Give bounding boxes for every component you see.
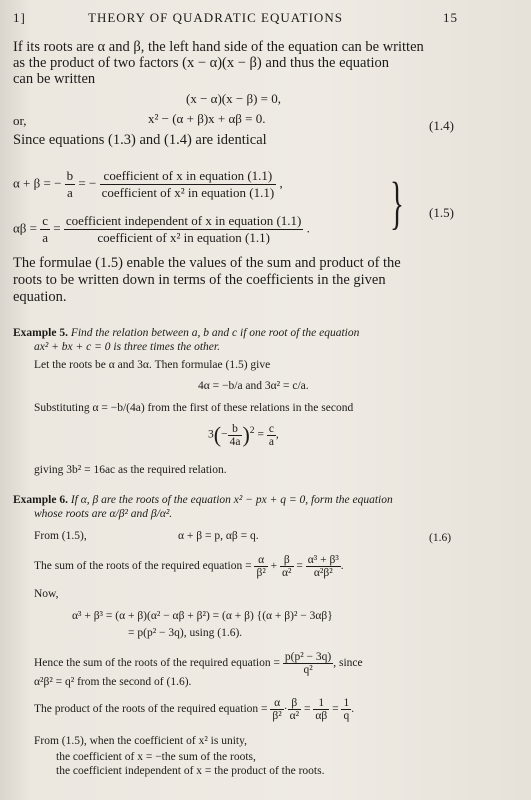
example-6-cubes-line-2: = p(p² − 3q), using (1.6). <box>128 627 243 639</box>
intro-line-2: as the product of two factors (x − α)(x − β) and thus the equation <box>13 55 390 71</box>
running-title: THEORY OF QUADRATIC EQUATIONS <box>88 10 343 25</box>
example-5-substituting: Substituting α = −b/(4a) from the first of these relations in the second <box>34 402 354 414</box>
sum-text: The sum of the roots of the required equation = <box>34 560 252 573</box>
example-6-final-2: the coefficient of x = −the sum of the roots, <box>56 751 256 763</box>
fraction-numerator: c <box>42 213 49 228</box>
formula-product <box>13 213 310 246</box>
example-6-heading <box>13 494 393 506</box>
equation-number-1-4: (1.4) <box>429 118 454 133</box>
formulae-line-1: The formulae (1.5) enable the values of the sum and product of the <box>13 255 401 271</box>
formula-sum-tail: , <box>279 175 283 191</box>
right-brace: } <box>389 170 404 235</box>
equation-coefficient: 3 <box>208 428 214 441</box>
example-5-title: Example 5. <box>13 327 68 339</box>
fraction-coefficient-independent <box>64 213 304 246</box>
example-6-statement-2: whose roots are α/β² and β/α². <box>34 508 173 520</box>
equation-or-label: or, <box>13 113 27 128</box>
example-6-final-1: From (1.5), when the coefficient of x² is unity, <box>34 735 247 747</box>
example-5-relations: 4α = −b/a and 3α² = c/a. <box>198 380 309 392</box>
intro-line-3: can be written <box>13 71 96 87</box>
chapter-number: 1] <box>13 10 26 25</box>
product-text: The product of the roots of the required equation = <box>34 703 268 716</box>
example-6-now: Now, <box>34 588 59 600</box>
fraction-denominator: coefficient of x² in equation (1.1) <box>101 185 275 200</box>
fraction-coefficient-x <box>100 168 277 201</box>
fraction-denominator: a <box>268 435 274 448</box>
formula-sum <box>13 168 283 201</box>
formulae-line-2: roots to be written down in terms of the coefficients in the given <box>13 272 386 288</box>
formula-product-mid: = <box>53 220 61 236</box>
fraction-numerator: b <box>66 168 74 183</box>
fraction-numerator: p(p² − 3q) <box>284 651 332 663</box>
example-5-let: Let the roots be α and 3α. Then formulae (1.5) give <box>34 359 271 371</box>
fraction-numerator: coefficient of x in equation (1.1) <box>100 168 277 185</box>
example-5-statement-1: Find the relation between a, b and c if one root of the equation <box>70 327 360 339</box>
equation-number-1-5: (1.5) <box>429 205 454 220</box>
example-6-cubes-line-1: α³ + β³ = (α + β)(α² − αβ + β²) = (α + β) {(α + β)² − 3αβ} <box>72 610 333 622</box>
fraction-denominator: a <box>42 230 49 245</box>
formula-sum-lhs: α + β = − <box>13 175 62 191</box>
fraction-b-over-a <box>65 168 76 201</box>
fraction-numerator: c <box>268 422 274 435</box>
fraction-hence <box>283 651 333 676</box>
example-6-hence <box>34 651 363 676</box>
example-6-from-second: α²β² = q² from the second of (1.6). <box>34 676 192 688</box>
example-5-equation: 3(− $\frac{b}{4a}$ )$^2$ = $\frac{c}{a}$ , <box>208 422 279 448</box>
formula-product-lhs: αβ = <box>13 220 38 236</box>
example-6-statement-1: If α, β are the roots of the equation x² − px + q = 0, form the equation <box>70 494 393 506</box>
example-5-heading <box>13 327 359 339</box>
exponent: 2 <box>249 424 255 436</box>
example-5-giving: giving 3b² = 16ac as the required relation. <box>34 464 227 476</box>
since-text: , since <box>333 657 363 670</box>
intro-line-1: If its roots are α and β, the left hand side of the equation can be written <box>13 39 424 55</box>
equation-number-1-6: (1.6) <box>429 532 452 544</box>
fraction-numerator: b <box>228 423 243 436</box>
fraction-numerator: coefficient independent of x in equation (1.1) <box>65 213 302 228</box>
fraction-denominator: a <box>67 185 73 200</box>
example-6-title: Example 6. <box>13 494 68 506</box>
fraction-b-over-4a <box>228 423 243 448</box>
fraction-c-over-a <box>40 213 50 246</box>
hence-text: Hence the sum of the roots of the required equation = <box>34 657 280 670</box>
example-6-sum-product: α + β = p, αβ = q. <box>178 530 259 542</box>
fraction-c-over-a <box>267 423 276 448</box>
example-5-statement-2: ax² + bx + c = 0 is three times the other. <box>34 341 220 353</box>
formulae-line-3: equation. <box>13 289 67 305</box>
example-6-final-3: the coefficient independent of x = the product of the roots. <box>56 765 325 777</box>
fraction-denominator: q² <box>303 664 313 676</box>
example-6-sum-of-roots: The sum of the roots of the required equation = $\frac{\alpha}{\text{β²}}$ + $\frac{\beta}{\text{α²}}$ = $\frac{\text{α³ + β³}}{\text{α²β²}}$ . <box>34 554 344 579</box>
page-number: 15 <box>443 10 458 25</box>
since-line: Since equations (1.3) and (1.4) are identical <box>13 132 267 148</box>
example-6-product: The product of the roots of the required equation = $\frac{\alpha}{\text{β²}}$ · $\frac{\beta}{\text{α²}}$ = $\frac{1}{\alpha\beta}$ = $\frac{1}{q}$ . <box>34 697 355 722</box>
formula-sum-mid: = − <box>78 175 97 191</box>
fraction-denominator: 4a <box>229 435 241 448</box>
equation-expanded: x² − (α + β)x + αβ = 0. <box>148 111 266 126</box>
example-6-from-1-5: From (1.5), <box>34 530 87 542</box>
equation-factored: (x − α)(x − β) = 0, <box>186 91 281 106</box>
formula-product-tail: . <box>306 220 310 236</box>
fraction-denominator: coefficient of x² in equation (1.1) <box>97 230 270 245</box>
